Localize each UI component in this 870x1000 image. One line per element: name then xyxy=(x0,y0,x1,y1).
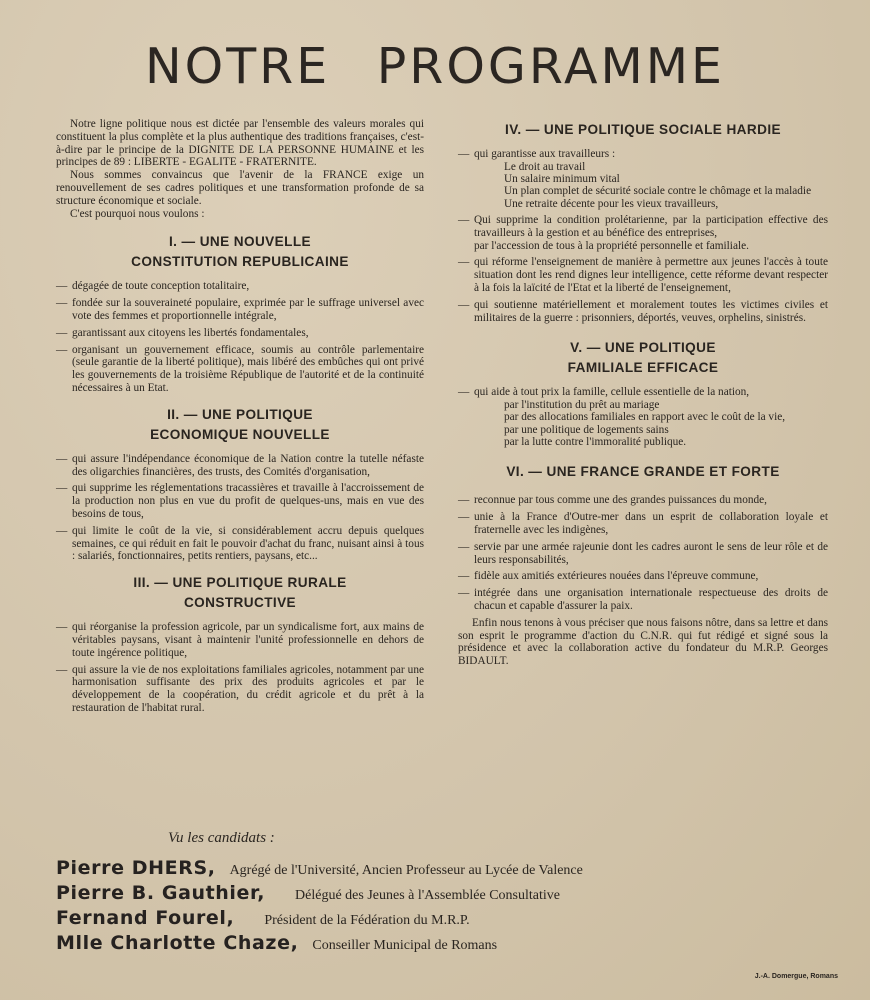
candidate-row xyxy=(56,882,836,907)
section-5-subitem: par l'institution du prêt au mariage xyxy=(504,399,660,412)
section-1-item: — dégagée de toute conception totalitaire, xyxy=(56,280,424,293)
candidates-heading: Vu les candidats : xyxy=(168,830,275,846)
left-column xyxy=(56,118,424,719)
intro-paragraph-3: C'est pourquoi nous voulons : xyxy=(70,207,205,220)
page-title: NOTRE PROGRAMME xyxy=(145,38,725,95)
section-5-heading-line1: V. — UNE POLITIQUE xyxy=(570,340,716,356)
section-6-heading: VI. — UNE FRANCE GRANDE ET FORTE xyxy=(506,464,780,480)
section-5-subitem: par une politique de logements sains xyxy=(504,423,669,436)
section-2-item: — qui assure l'indépendance économique de la Nation contre la tutelle néfaste des oligarchies financières, des trusts, des Comités d'organisation, xyxy=(56,453,424,479)
section-2-heading-line1: II. — UNE POLITIQUE xyxy=(167,406,313,422)
section-3-heading-line2: CONSTRUCTIVE xyxy=(183,595,297,611)
intro-paragraph-2: Nous sommes convaincus que l'avenir de la FRANCE exige un renouvellement de ses cadres politiques et une transformation profonde de sa structure économique et sociale. xyxy=(56,169,424,207)
candidate-row xyxy=(56,932,836,957)
section-6-item: — reconnue par tous comme une des grandes puissances du monde, xyxy=(458,494,828,507)
section-2-item: — qui limite le coût de la vie, si considérablement accru depuis quelques semaines, ce qui réduit en fait le pouvoir d'achat du franc, nuisant ainsi à tous : salariés, fonctionnaires, petits rentiers, paysans, etc... xyxy=(56,525,424,563)
candidate-role: Conseiller Municipal de Romans xyxy=(312,938,498,953)
section-1-item: — garantissant aux citoyens les libertés fondamentales, xyxy=(56,327,424,340)
candidate-name: Pierre B. Gauthier, xyxy=(56,882,266,904)
section-3-item: — qui assure la vie de nos exploitations familiales agricoles, notamment par une harmonisation suffisante des prix des produits agricoles et par le développement de la coopération, du crédit agricole et du prêt à la restauration de l'habitat rural. xyxy=(56,664,424,715)
candidate-role: Délégué des Jeunes à l'Assemblée Consultative xyxy=(295,888,560,903)
section-4-subitem: Le droit au travail xyxy=(504,160,586,173)
section-1-item: — fondée sur la souveraineté populaire, exprimée par le suffrage universel avec vote des femmes et proportionnelle intégrale, xyxy=(56,297,424,323)
section-5-subitem: par des allocations familiales en rapport avec le coût de la vie, xyxy=(504,411,786,424)
closing-paragraph: Enfin nous tenons à vous préciser que nous faisons nôtre, dans sa lettre et dans son esprit le programme d'action du C.N.R. qui fut rédigé et signé sous la présidence et avec la collaboration active du fondateur du M.R.P. Georges BIDAULT. xyxy=(458,616,828,668)
section-6-item: — intégrée dans une organisation internationale respectueuse des droits de chacun et capable d'assurer la paix. xyxy=(458,587,828,613)
section-4-subitem: Une retraite décente pour les vieux travailleurs, xyxy=(504,197,719,210)
section-2-heading xyxy=(56,405,424,445)
section-6-item: — fidèle aux amitiés extérieures nouées dans l'épreuve commune, xyxy=(458,570,828,583)
section-4-item: — qui réforme l'enseignement de manière à permettre aux jeunes l'accès à toute situation dont les rend dignes leur intelligence, cette réforme devant respecter à la fois la laïcité de l'Etat et la liberté de l'enseignement, xyxy=(458,256,828,294)
section-3-heading xyxy=(56,573,424,613)
candidates-block xyxy=(56,830,836,957)
printer-imprint: J.-A. Domergue, Romans xyxy=(754,973,838,980)
candidate-name: Mlle Charlotte Chaze, xyxy=(56,932,299,954)
section-4-item: — qui garantisse aux travailleurs : xyxy=(458,148,828,161)
section-1-heading-line1: I. — UNE NOUVELLE xyxy=(169,234,311,250)
section-4-item: — qui soutienne matériellement et moralement toutes les victimes civiles et militaires de la guerre : prisonniers, déportés, veuves, orphelins, sinistrés. xyxy=(458,299,828,325)
section-3-item: — qui réorganise la profession agricole, par un syndicalisme fort, aux mains de véritables paysans, visant à maintenir l'unité professionnelle en dehors de toute ingérence politique, xyxy=(56,621,424,659)
section-2-item: — qui supprime les réglementations tracassières et travaille à l'accroissement de la production non plus en vue du profit de quelques-uns, mais en vue des besoins de tous, xyxy=(56,482,424,520)
section-5-heading xyxy=(458,338,828,378)
section-5-heading-line2: FAMILIALE EFFICACE xyxy=(567,360,719,376)
section-1-heading-line2: CONSTITUTION REPUBLICAINE xyxy=(131,254,349,270)
section-4-subitem: Un salaire minimum vital xyxy=(504,173,620,186)
section-6-item: — servie par une armée rajeunie dont les cadres auront le sens de leur rôle et de leurs responsabilités, xyxy=(458,541,828,567)
candidate-name: Fernand Fourel, xyxy=(56,907,235,929)
section-1-item: — organisant un gouvernement efficace, soumis au contrôle parlementaire (seule garantie de la liberté politique), mais libéré des embûches qui ont privé les gouvernements de la troisième République de l'autorité et de la continuité nécessaires à un Etat. xyxy=(56,344,424,395)
section-5-item: — qui aide à tout prix la famille, cellule essentielle de la nation, xyxy=(458,386,828,399)
section-4-item-continuation: par l'accession de tous à la propriété personnelle et familiale. xyxy=(474,239,749,252)
section-4-subitem: Un plan complet de sécurité sociale contre le chômage et la maladie xyxy=(504,185,812,198)
section-2-heading-line2: ECONOMIQUE NOUVELLE xyxy=(150,426,330,442)
section-3-heading-line1: III. — UNE POLITIQUE RURALE xyxy=(133,575,347,591)
candidate-role: Agrégé de l'Université, Ancien Professeur au Lycée de Valence xyxy=(229,863,583,878)
candidate-name: Pierre DHERS, xyxy=(56,857,216,879)
section-4-item: — Qui supprime la condition prolétarienne, par la participation effective des travailleurs à la gestion et au bénéfice des entreprises, xyxy=(458,214,828,240)
intro-paragraph-1: Notre ligne politique nous est dictée par l'ensemble des valeurs morales qui constituent la plus complète et la plus authentique des traditions françaises, c'est-à-dire par le principe de la DIGNITE DE LA PERSONNE HUMAINE et les principes de 89 : LIBERTE - EGALITE - FRATERNITE. xyxy=(56,118,424,169)
section-5-subitem: par la lutte contre l'immoralité publique. xyxy=(504,436,687,449)
section-4-heading: IV. — UNE POLITIQUE SOCIALE HARDIE xyxy=(505,122,781,137)
candidate-row xyxy=(56,857,836,882)
candidate-role: Président de la Fédération du M.R.P. xyxy=(264,913,470,928)
section-1-heading xyxy=(56,232,424,272)
right-column xyxy=(458,120,828,668)
section-6-item: — unie à la France d'Outre-mer dans un esprit de collaboration loyale et fraternelle avec les indigènes, xyxy=(458,511,828,537)
candidate-row xyxy=(56,907,836,932)
